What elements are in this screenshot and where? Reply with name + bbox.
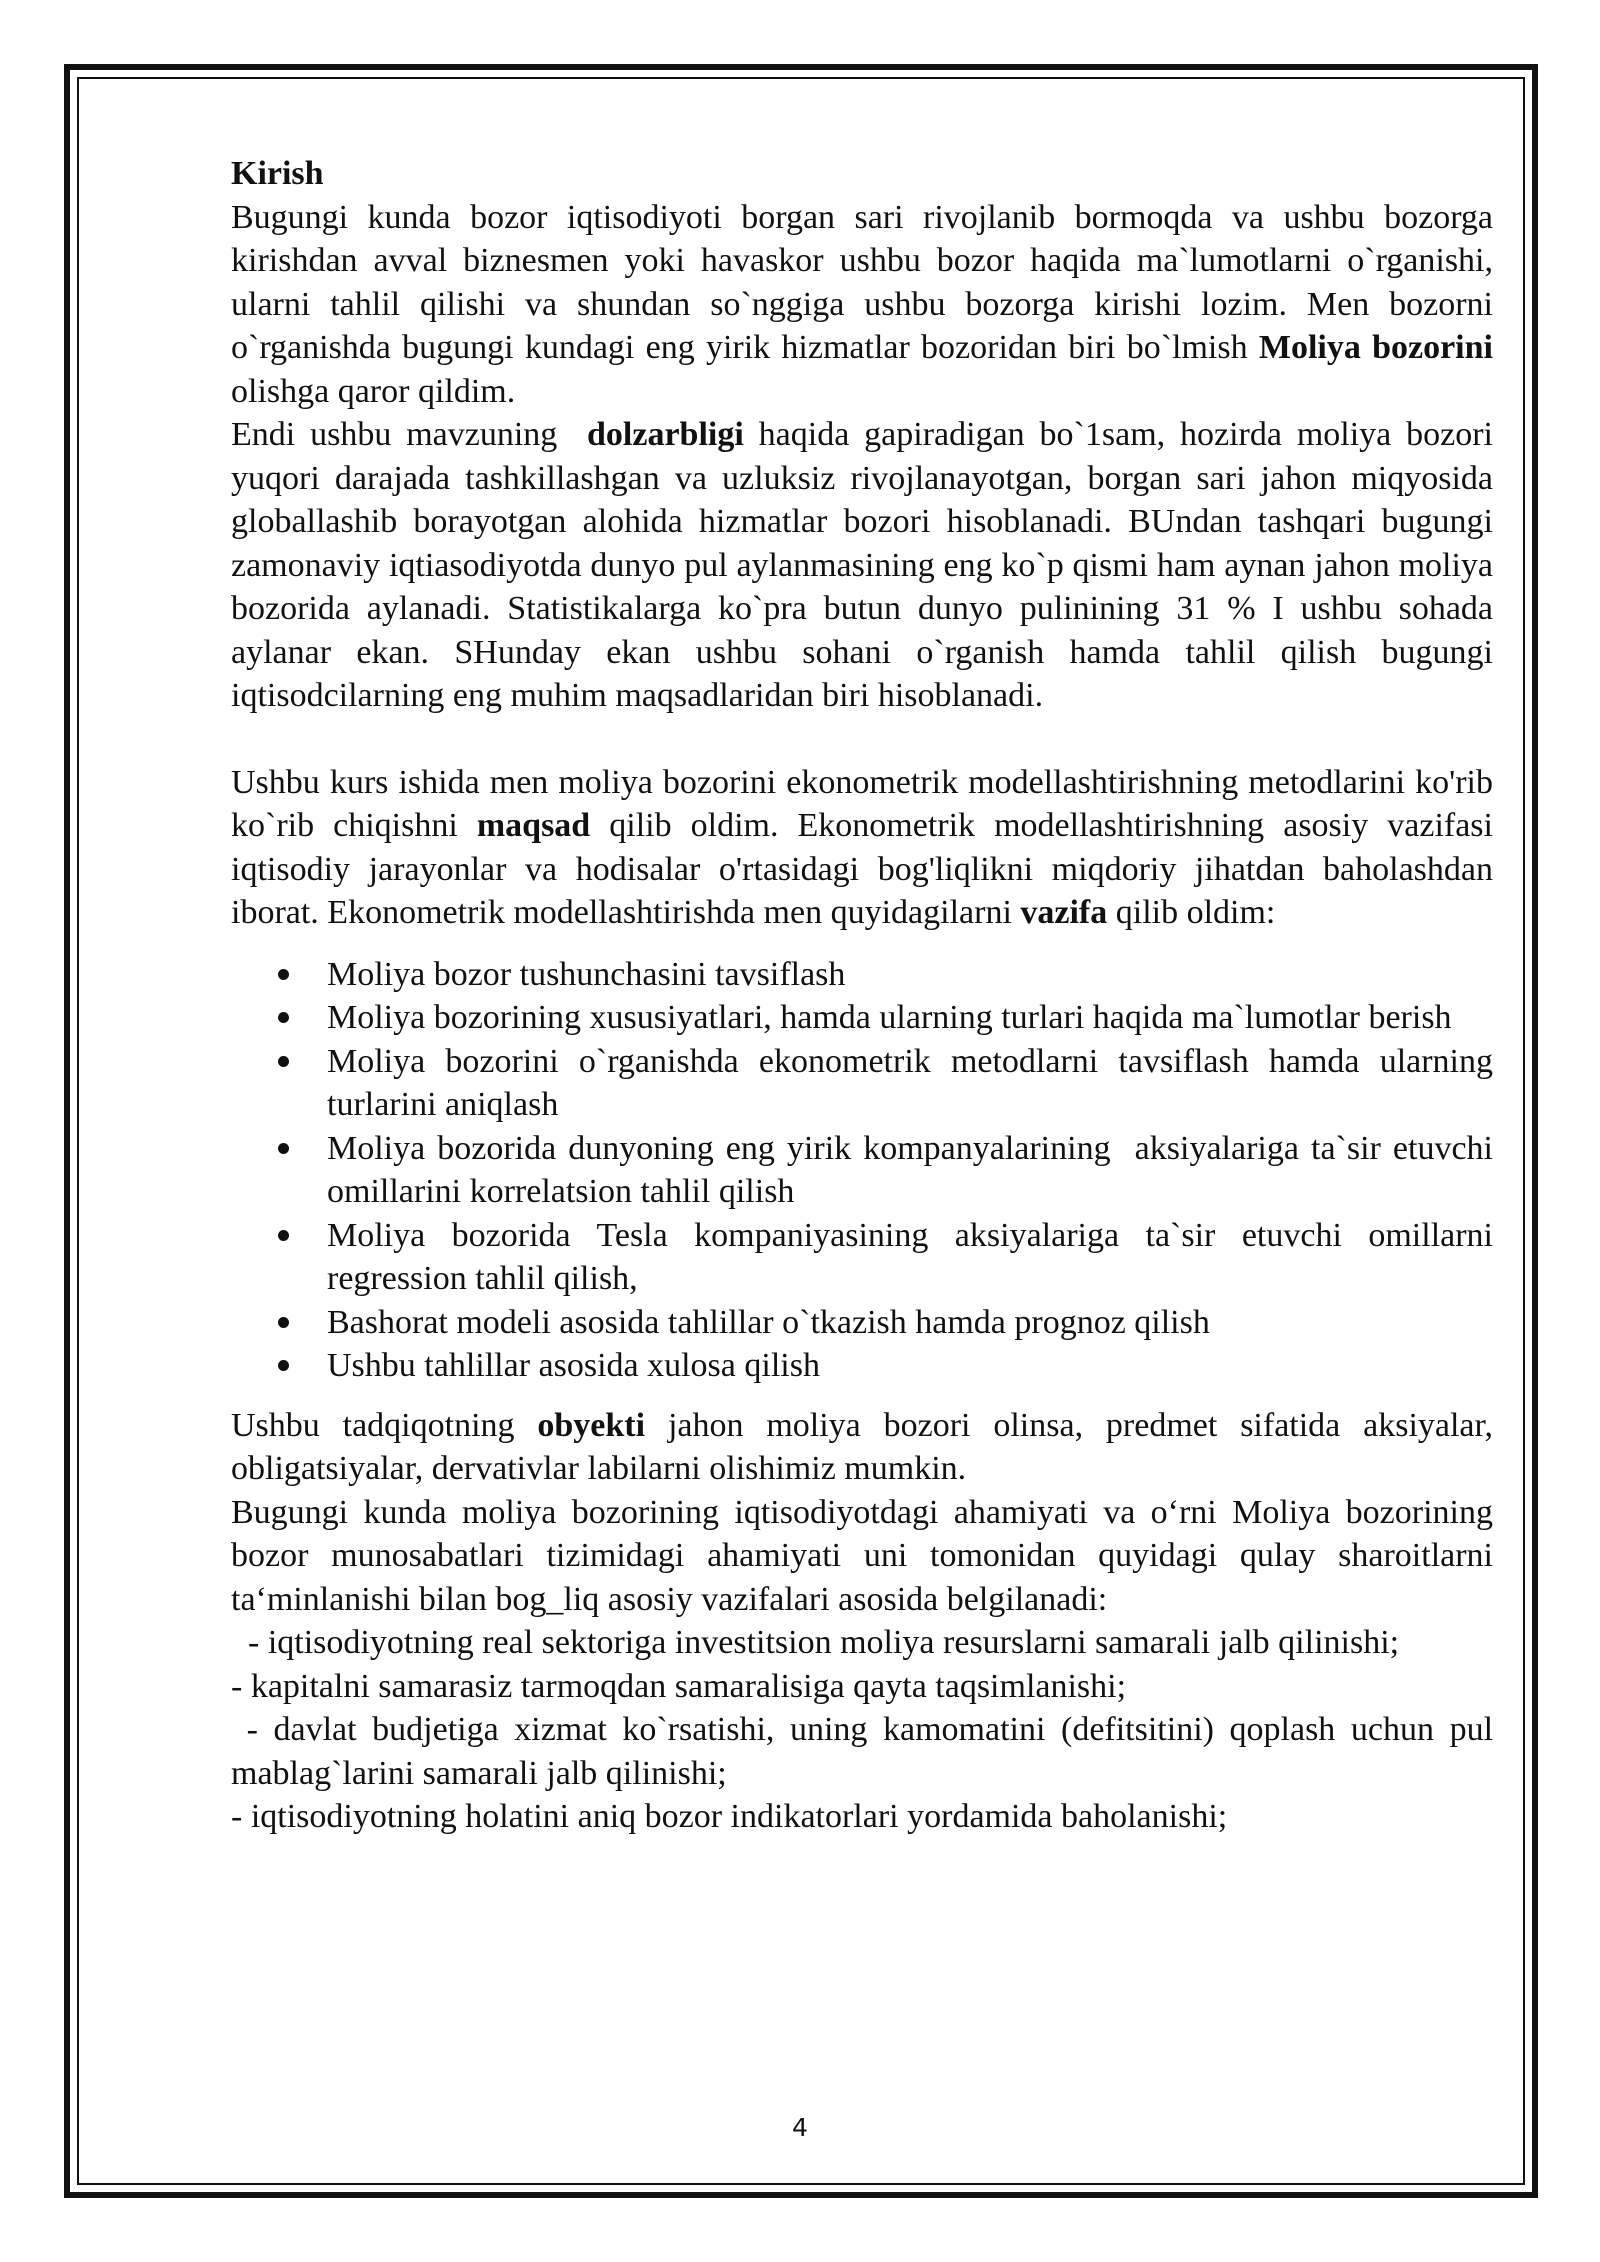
bullet-icon: [278, 1317, 289, 1328]
page-number: 4: [792, 2113, 808, 2142]
task-text: Moliya bozorida dunyoning eng yirik kompanyalarining aksiyalariga ta`sir etuvchi omillarini korrelatsion tahlil qilish: [327, 1129, 1502, 1210]
aim-end: qilib oldim:: [1107, 894, 1276, 931]
task-text: Moliya bozorini o`rganishda ekonometrik metodlarni tavsiflash hamda ularning turlarini aniqlash: [327, 1042, 1493, 1123]
task-text: Moliya bozorining xususiyatlari, hamda ularning turlari haqida ma`lumotlar berish: [327, 999, 1452, 1036]
object-bold: obyekti: [537, 1406, 646, 1444]
bullet-icon: [278, 1056, 289, 1067]
list-item: [231, 996, 1493, 1040]
object-paragraph: [231, 1404, 1493, 1491]
point-line: - iqtisodiyotning holatini aniq bozor indikatorlari yordamida baholanishi;: [231, 1798, 1228, 1835]
section-heading: Kirish: [231, 155, 324, 192]
list-item: [231, 1344, 1493, 1388]
bullet-icon: [278, 1230, 289, 1241]
list-item: [231, 1040, 1493, 1127]
point-line: - iqtisodiyotning real sektoriga investitsion moliya resurslarni samarali jalb qilinishi;: [231, 1624, 1400, 1661]
task-text: Bashorat modeli asosida tahlillar o`tkazish hamda prognoz qilish: [327, 1303, 1210, 1341]
bullet-icon: [278, 969, 289, 980]
aim-paragraph: [231, 761, 1493, 935]
intro-p2-text: Endi ushbu mavzuning: [231, 416, 588, 453]
list-item: [231, 1301, 1493, 1345]
bullet-icon: [278, 1143, 289, 1154]
object-end: jahon moliya bozori olinsa, predmet sifatida aksiyalar, obligatsiyalar, dervativlar labilarni olishimiz mumkin.: [231, 1406, 1493, 1487]
object-text: Ushbu tadqiqotning: [231, 1406, 538, 1444]
task-text: Ushbu tahlillar asosida xulosa qilish: [327, 1347, 820, 1384]
document-body: [231, 152, 1502, 1839]
task-list: [231, 953, 1502, 1388]
bullet-icon: [278, 1360, 289, 1371]
task-text: Moliya bozorida Tesla kompaniyasining aksiyalariga ta`sir etuvchi omillarni regression tahlil qilish,: [327, 1216, 1493, 1297]
aim-bold-vazifa: vazifa: [1020, 894, 1108, 931]
aim-middle: qilib oldim. Ekonometrik modellashtirishning asosiy vazifasi iqtisodiy jarayonlar va hodisalar o'rtasidagi bog'liqlikni miqdoriy jihatdan baholashdan iborat. Ekonometrik modellashtirishda men quyidagilarni: [231, 807, 1493, 931]
point-line: - kapitalni samarasiz tarmoqdan samaralisiga qayta taqsimlanishi;: [231, 1667, 1127, 1705]
intro-paragraph-2: [231, 413, 1493, 718]
point-line: - davlat budjetiga xizmat ko`rsatishi, uning kamomatini (defitsitini) qoplash uchun pul mablag`larini samarali jalb qilinishi;: [231, 1711, 1502, 1792]
list-item: [231, 953, 1493, 997]
aim-bold-maqsad: maqsad: [476, 807, 591, 844]
intro-p1-end: olishga qaror qildim.: [231, 372, 516, 410]
paragraph-gap: [231, 718, 1493, 761]
intro-p1-text: Bugungi kunda bozor iqtisodiyoti borgan sari rivojlanib bormoqda va ushbu bozorga kirishdan avval biznesmen yoki havaskor ushbu bozor haqida ma`lumotlarni o`rganishi, ularni tahlil qilishi va shundan so`nggiga ushbu bozorga kirishi lozim. Men bozorni o`rganishda bugungi kundagi eng yirik hizmatlar bozoridan biri bo`lmish: [231, 198, 1493, 366]
bullet-icon: [278, 1012, 289, 1023]
intro-p1-bold: Moliya bozorini: [1258, 329, 1493, 366]
intro-p2-end: haqida gapiradigan bo`1sam, hozirda moliya bozori yuqori darajada tashkillashgan va uzluksiz rivojlanayotgan, borgan sari jahon miqyosida globallashib borayotgan alohida hizmatlar bozori hisoblanadi. BUndan tashqari bugungi zamonaviy iqtiasodiyotda dunyo pul aylanmasining eng ko`p qismi ham aynan jahon moliya bozorida aylanadi. Statistikalarga ko`pra butun dunyo pulinining 31 % I ushbu sohada aylanar ekan. SHunday ekan ushbu sohani o`rganish hamda tahlil qilish bugungi iqtisodcilarning eng muhim maqsadlaridan biri hisoblanadi.: [231, 416, 1493, 714]
intro-p2-bold: dolzarbligi: [587, 416, 744, 453]
intro-paragraph-1: [231, 196, 1493, 414]
list-item: [231, 1214, 1493, 1301]
aim-text: Ushbu kurs ishida men moliya bozorini ekonometrik modellashtirishning metodlarini ko'rib ko`rib chiqishni: [231, 763, 1493, 844]
task-text: Moliya bozor tushunchasini tavsiflash: [327, 955, 846, 993]
importance-paragraph: Bugungi kunda moliya bozorining iqtisodiyotdagi ahamiyati va o‘rni Moliya bozorining bozor munosabatlari tizimidagi ahamiyati uni tomonidan quyidagi qulay sharoitlarni ta‘minlanishi bilan bog_liq asosiy vazifalari asosida belgilanadi:: [231, 1493, 1493, 1618]
list-item: [231, 1127, 1502, 1214]
